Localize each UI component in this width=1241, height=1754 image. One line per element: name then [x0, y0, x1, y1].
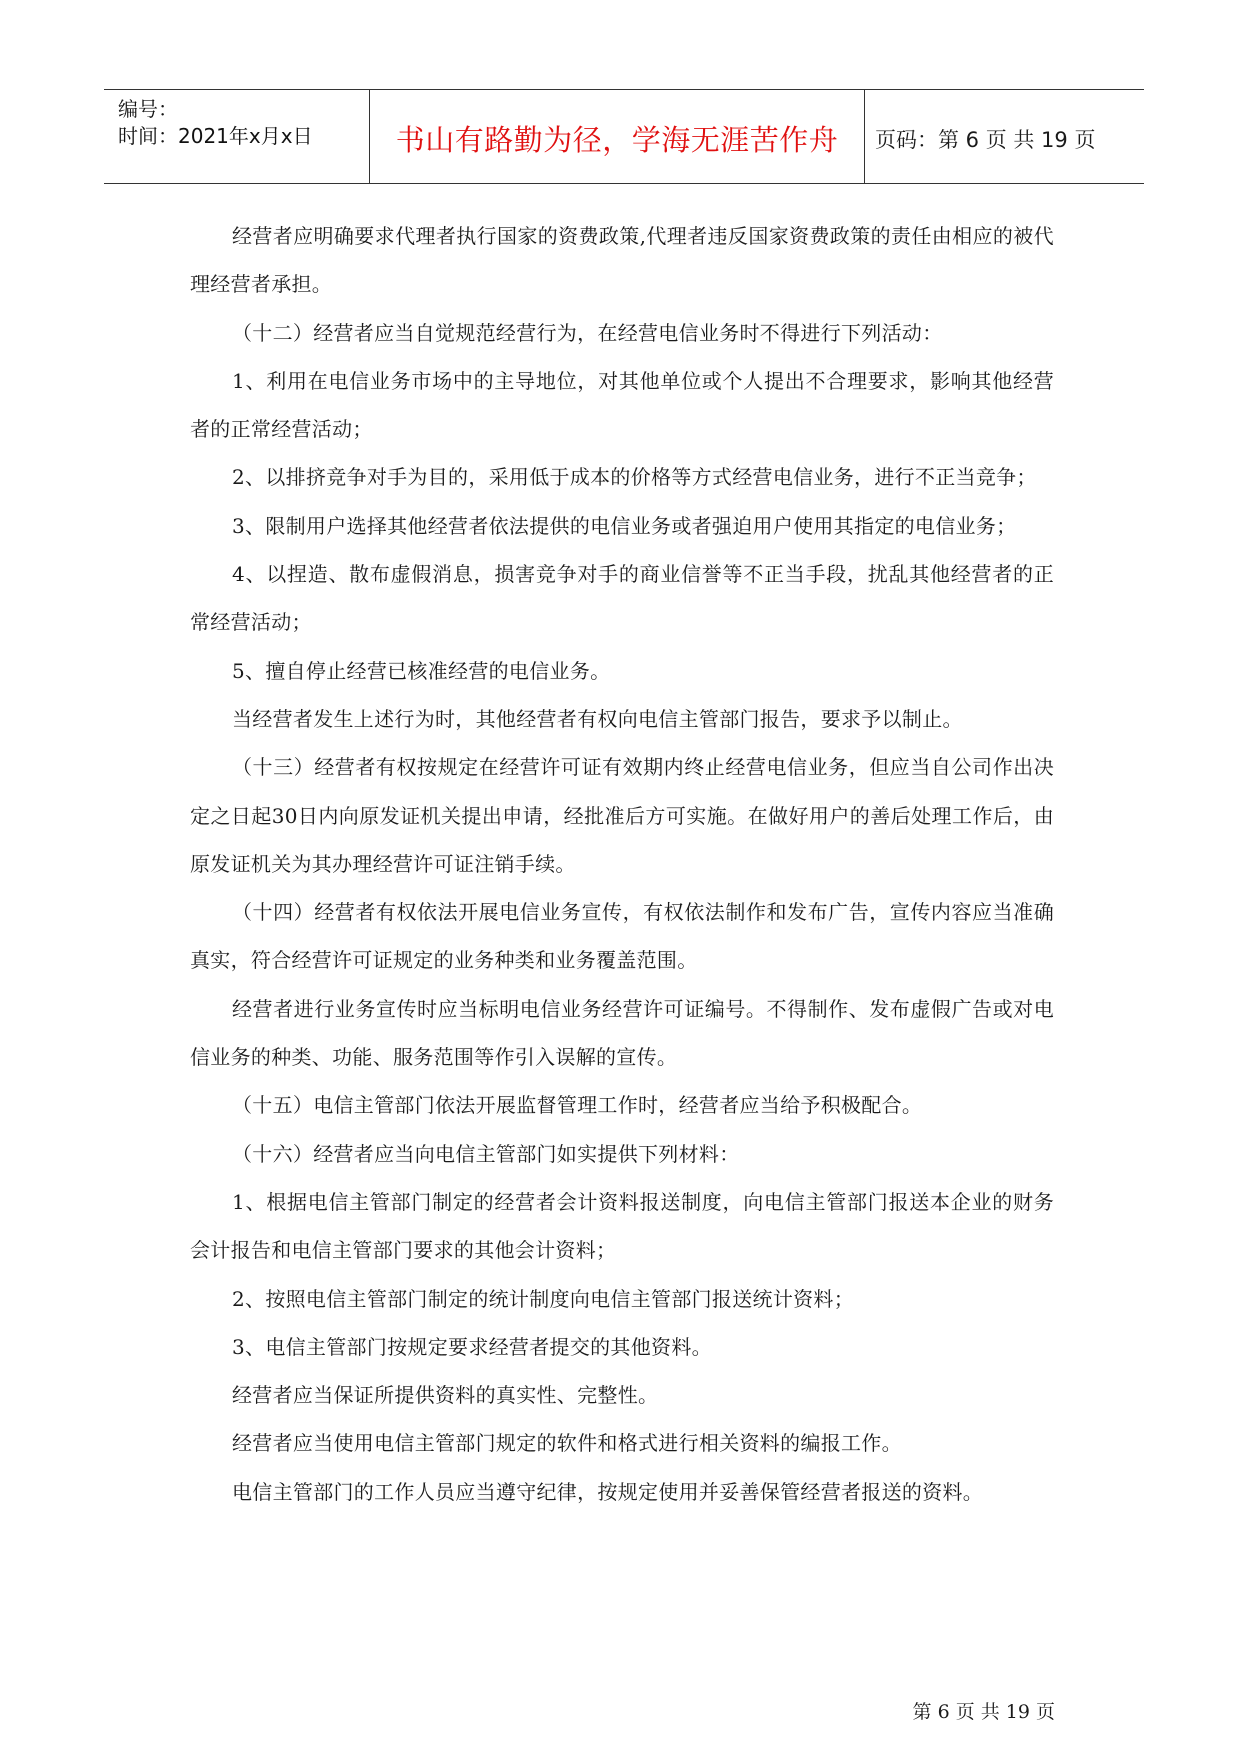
paragraph: （十五）电信主管部门依法开展监督管理工作时，经营者应当给予积极配合。 [232, 1093, 923, 1118]
paragraph: 3、电信主管部门按规定要求经营者提交的其他资料。 [232, 1334, 712, 1359]
paragraph: 经营者应当保证所提供资料的真实性、完整性。 [232, 1383, 659, 1408]
document-body [190, 212, 1054, 1516]
paragraph: 经营者应明确要求代理者执行国家的资费政策,代理者违反国家资费政策的责任由相应的被代理经营者承担。 [190, 224, 1054, 297]
paragraph: 2、以排挤竞争对手为目的，采用低于成本的价格等方式经营电信业务，进行不正当竞争； [232, 465, 1037, 490]
paragraph: （十二）经营者应当自觉规范经营行为，在经营电信业务时不得进行下列活动： [232, 320, 943, 345]
paragraph: （十四）经营者有权依法开展电信业务宣传，有权依法制作和发布广告，宣传内容应当准确真实，符合经营许可证规定的业务种类和业务覆盖范围。 [190, 900, 1054, 973]
header-motto-cell [370, 90, 865, 183]
paragraph: 3、限制用户选择其他经营者依法提供的电信业务或者强迫用户使用其指定的电信业务； [232, 513, 1017, 538]
header-page-cell [865, 90, 1144, 183]
paragraph: 1、利用在电信业务市场中的主导地位，对其他单位或个人提出不合理要求，影响其他经营者的正常经营活动； [190, 368, 1054, 442]
motto-text: 书山有路勤为径，学海无涯苦作舟 [395, 123, 839, 157]
paragraph: （十六）经营者应当向电信主管部门如实提供下列材料： [232, 1141, 740, 1166]
paragraph: 2、按照电信主管部门制定的统计制度向电信主管部门报送统计资料； [232, 1286, 855, 1311]
page-header [104, 89, 1144, 184]
paragraph: 经营者进行业务宣传时应当标明电信业务经营许可证编号。不得制作、发布虚假广告或对电信业务的种类、功能、服务范围等作引入误解的宣传。 [190, 996, 1054, 1070]
serial-label: 编号： [118, 97, 178, 121]
paragraph: 电信主管部门的工作人员应当遵守纪律，按规定使用并妥善保管经营者报送的资料。 [232, 1479, 984, 1504]
paragraph: 5、擅自停止经营已核准经营的电信业务。 [232, 658, 611, 683]
header-info-cell [104, 90, 370, 183]
time-label: 时间：2021年x月x日 [118, 124, 313, 148]
paragraph: （十三）经营者有权按规定在经营许可证有效期内终止经营电信业务，但应当自公司作出决定之日起30日内向原发证机关提出申请，经批准后方可实施。在做好用户的善后处理工作后，由原发证机关为其办理经营许可证注销手续。 [190, 755, 1054, 876]
paragraph: 经营者应当使用电信主管部门规定的软件和格式进行相关资料的编报工作。 [232, 1431, 902, 1456]
paragraph: 当经营者发生上述行为时，其他经营者有权向电信主管部门报告，要求予以制止。 [232, 706, 963, 731]
page-footer: 第 6 页 共 19 页 [912, 1701, 1055, 1723]
page-code: 页码：第 6 页 共 19 页 [875, 128, 1096, 152]
paragraph: 4、以捏造、散布虚假消息，损害竞争对手的商业信誉等不正当手段，扰乱其他经营者的正常经营活动； [190, 562, 1054, 635]
paragraph: 1、根据电信主管部门制定的经营者会计资料报送制度，向电信主管部门报送本企业的财务会计报告和电信主管部门要求的其他会计资料； [190, 1189, 1054, 1263]
